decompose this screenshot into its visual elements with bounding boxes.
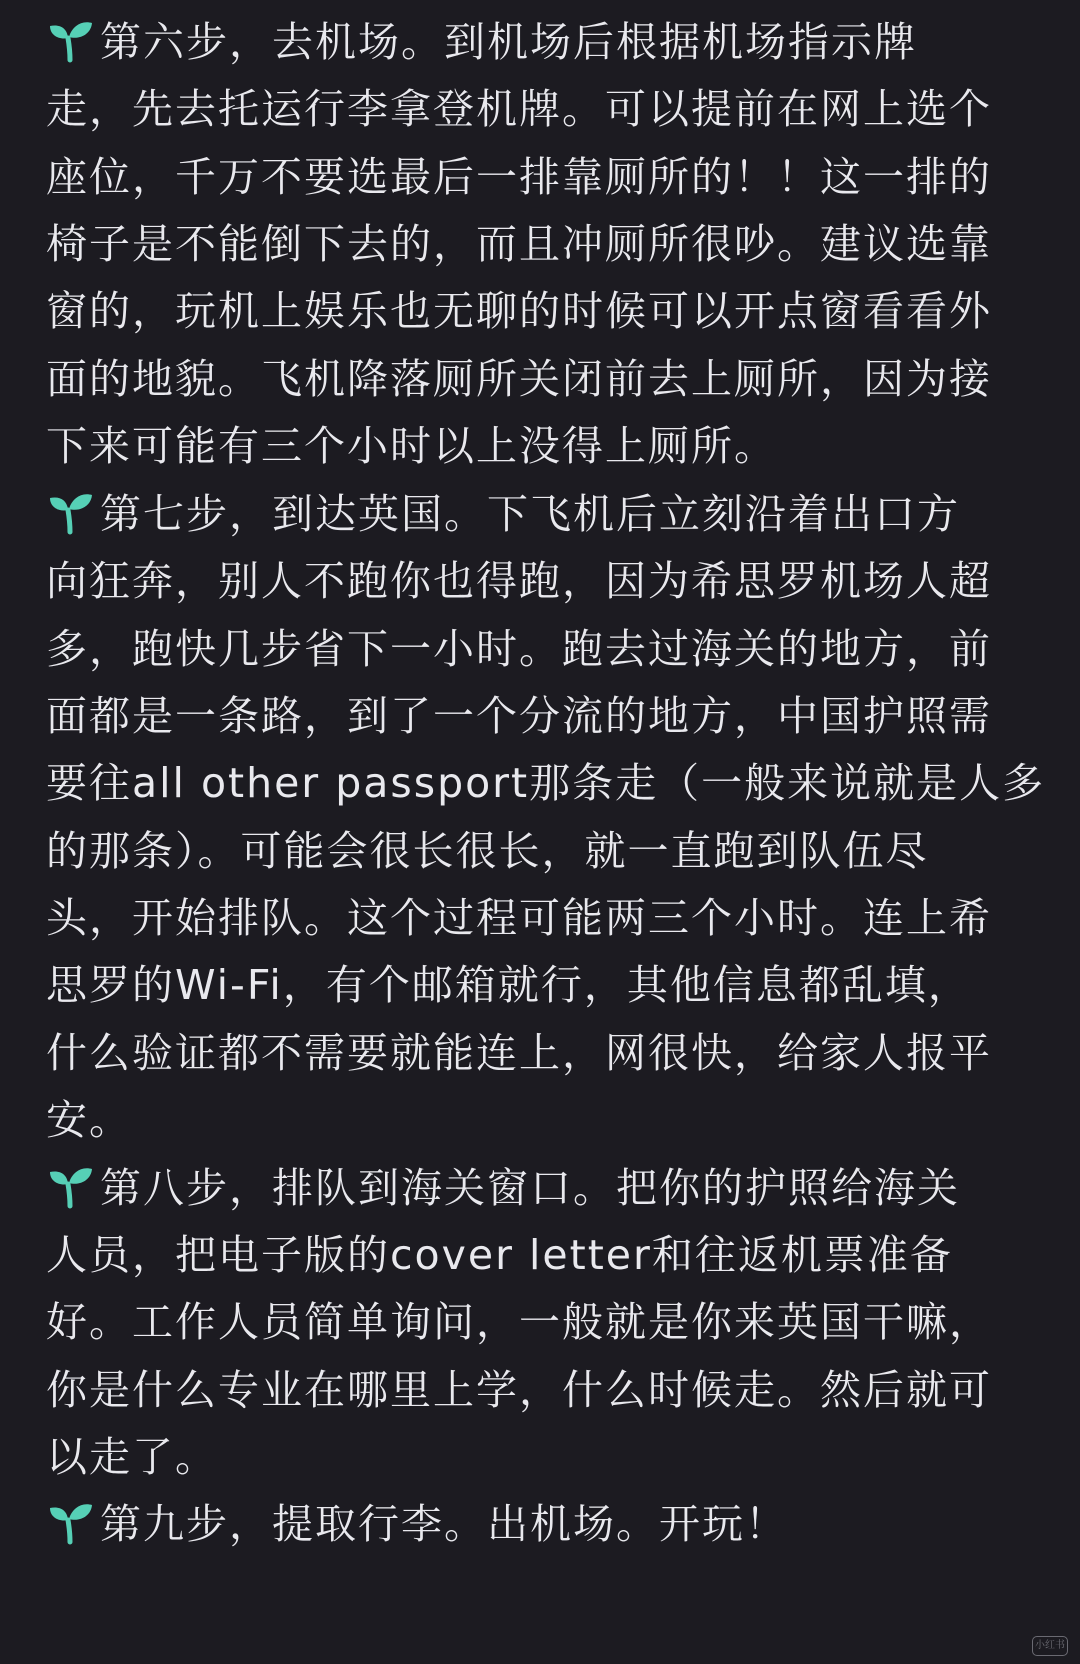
step-seven-line-8: 思罗的Wi-Fi，有个邮箱就行，其他信息都乱填，: [46, 961, 971, 1009]
step-six-line-5: 窗的，玩机上娱乐也无聊的时候可以开点窗看看外: [46, 287, 992, 335]
step-seven-line-1: 第七步，到达英国。下飞机后立刻沿着出口方: [46, 482, 1046, 546]
sprout-icon: [46, 16, 94, 64]
step-six-line-4: 椅子是不能倒下去的，而且冲厕所很吵。建议选靠: [46, 220, 992, 268]
step-seven-line-9: 什么验证都不需要就能连上，网很快，给家人报平: [46, 1029, 992, 1077]
step-seven-line-5: 要往all other passport那条走（一般来说就是人多: [46, 759, 1046, 807]
sprout-icon: [46, 1498, 94, 1546]
step-eight-line-2: 人员，把电子版的cover letter和往返机票准备: [46, 1231, 953, 1279]
sprout-icon: [46, 488, 94, 536]
step-six-line-2: 走，先去托运行李拿登机牌。可以提前在网上选个: [46, 85, 992, 133]
step-nine-line-1: 第九步，提取行李。出机场。开玩！: [46, 1492, 1046, 1556]
sprout-icon: [46, 1162, 94, 1210]
step-six-line-7: 下来可能有三个小时以上没得上厕所。: [46, 422, 777, 470]
step-eight-line-5: 以走了。: [46, 1433, 218, 1481]
step-seven-line-4: 面都是一条路，到了一个分流的地方，中国护照需: [46, 692, 992, 740]
step-seven-line-2: 向狂奔，别人不跑你也得跑，因为希思罗机场人超: [46, 557, 992, 605]
step-eight-line-3: 好。工作人员简单询问，一般就是你来英国干嘛，: [46, 1298, 992, 1346]
step-eight-line-4: 你是什么专业在哪里上学，什么时候走。然后就可: [46, 1366, 992, 1414]
step-six-line-3: 座位，千万不要选最后一排靠厕所的！！这一排的: [46, 153, 992, 201]
watermark-logo: 小红书: [1032, 1636, 1068, 1656]
step-eight-line-1: 第八步，排队到海关窗口。把你的护照给海关: [46, 1156, 1046, 1220]
step-six-line-6: 面的地貌。飞机降落厕所关闭前去上厕所，因为接: [46, 355, 992, 403]
step-seven-line-6: 的那条）。可能会很长很长，就一直跑到队伍尽: [46, 827, 929, 875]
step-seven-line-3: 多，跑快几步省下一小时。跑去过海关的地方，前: [46, 625, 992, 673]
step-six-line-1: 第六步，去机场。到机场后根据机场指示牌: [46, 10, 1046, 74]
step-seven-line-10: 安。: [46, 1096, 132, 1144]
step-seven-line-7: 头，开始排队。这个过程可能两三个小时。连上希: [46, 894, 992, 942]
